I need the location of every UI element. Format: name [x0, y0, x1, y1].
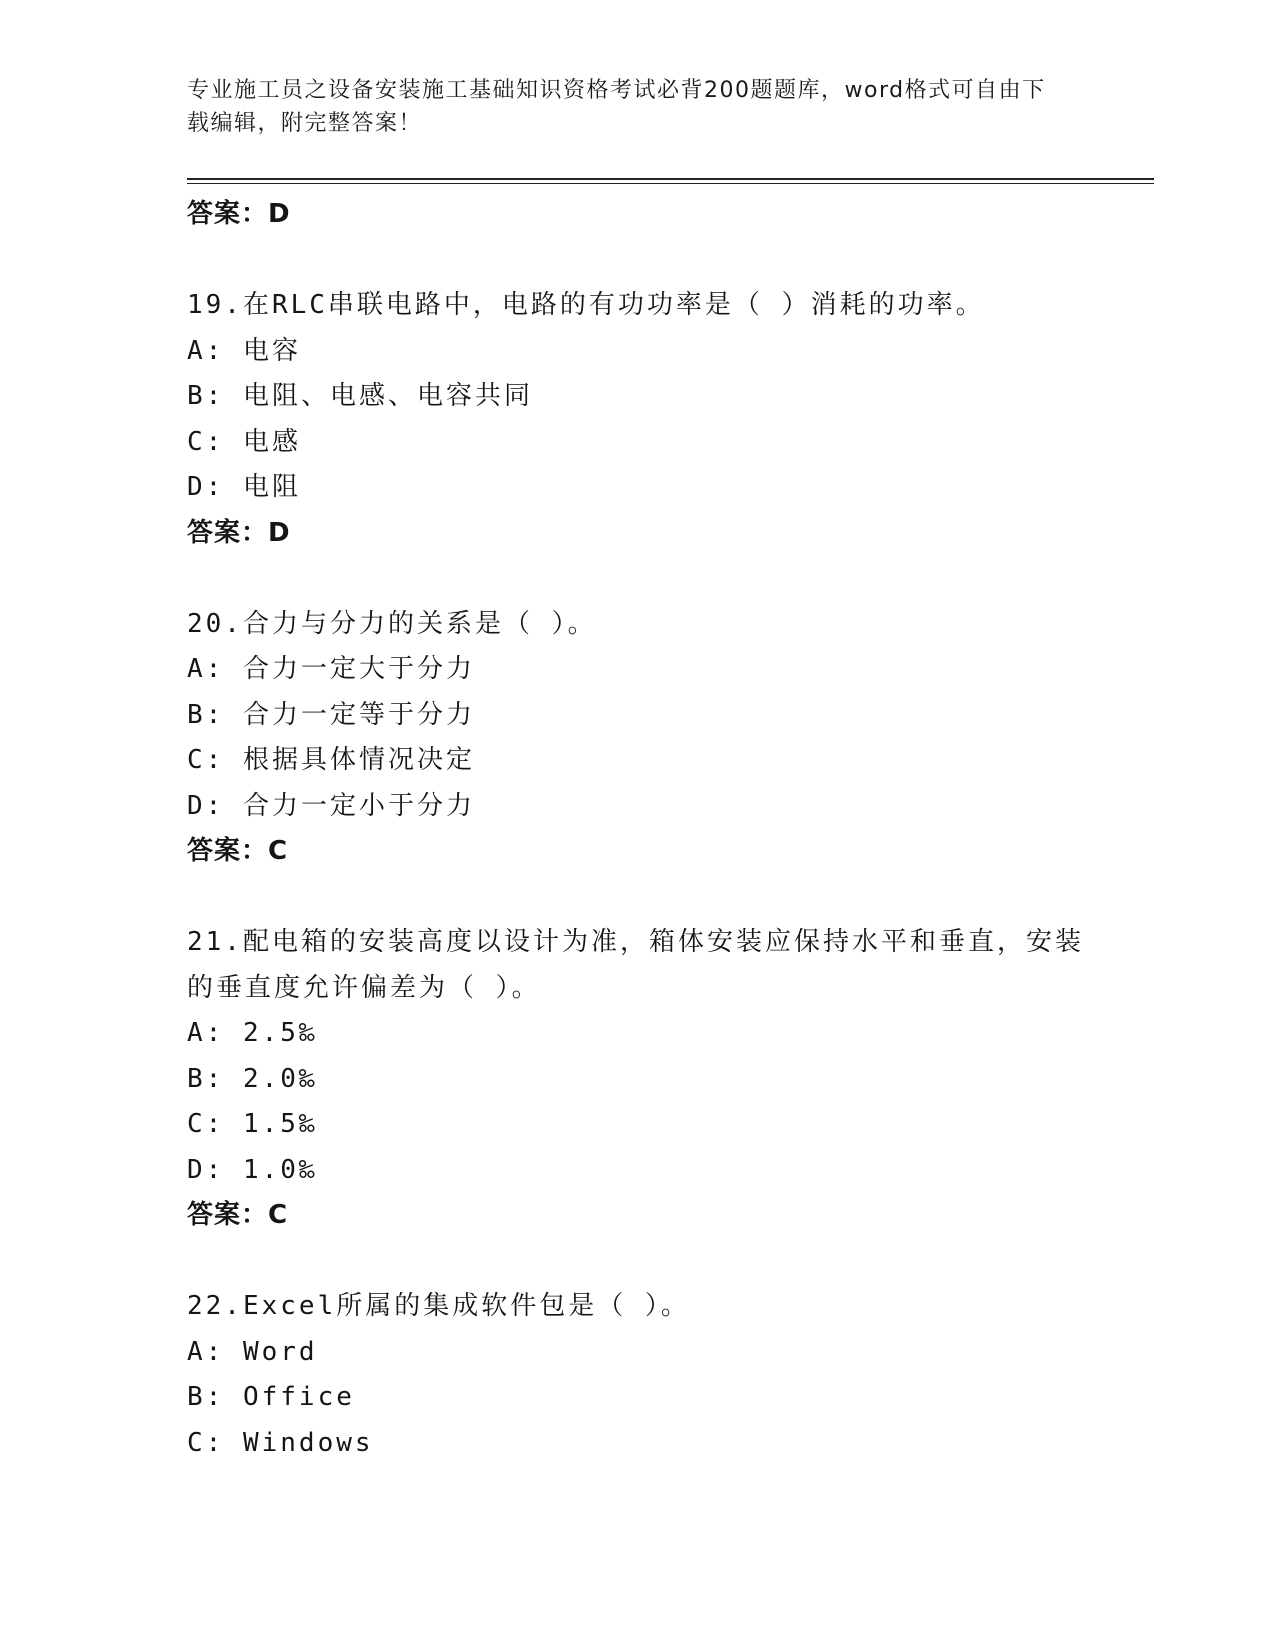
option-c: C: 根据具体情况决定 [187, 745, 475, 775]
option-b: B: 2.0‰ [187, 1063, 318, 1094]
header-rule-thin [187, 183, 1154, 184]
question-stem: 22.Excel所属的集成软件包是（ ）。 [187, 1291, 690, 1321]
option-c: C: 1.5‰ [187, 1109, 318, 1139]
question-block [187, 1284, 1087, 1466]
question-stem: 21.配电箱的安装高度以设计为准，箱体安装应保持水平和垂直，安装 [187, 927, 1084, 957]
question-stem-continued: 的垂直度允许偏差为（ ）。 [187, 972, 541, 1003]
option-d: D: 合力一定小于分力 [187, 790, 475, 821]
option-a: A: 2.5‰ [187, 1018, 318, 1048]
page-header: 专业施工员之设备安装施工基础知识资格考试必背200题题库，word格式可自由下载编辑，附完整答案！ [187, 78, 1046, 136]
question-block [187, 920, 1087, 1239]
question-stem: 20.合力与分力的关系是（ ）。 [187, 608, 597, 639]
option-a: A: 合力一定大于分力 [187, 654, 475, 684]
answer-line: 答案：D [187, 199, 291, 229]
option-a: A: Word [187, 1336, 318, 1367]
option-b: B: 合力一定等于分力 [187, 699, 475, 730]
spacer [187, 875, 1087, 921]
answer-line: 答案：D [187, 517, 291, 548]
spacer [187, 238, 1087, 284]
option-c: C: 电感 [187, 426, 301, 457]
option-a: A: 电容 [187, 335, 301, 366]
option-d: D: 1.0‰ [187, 1154, 318, 1185]
spacer [187, 1239, 1087, 1285]
spacer [187, 556, 1087, 602]
question-list [187, 192, 1087, 1466]
option-c: C: Windows [187, 1427, 374, 1458]
answer-line: 答案：C [187, 1200, 289, 1230]
question-block [187, 283, 1087, 556]
option-b: B: Office [187, 1382, 355, 1412]
answer-line: 答案：C [187, 836, 289, 866]
header-rule-thick [187, 178, 1154, 180]
question-block [187, 602, 1087, 875]
option-b: B: 电阻、电感、电容共同 [187, 381, 533, 411]
question-stem: 19.在RLC串联电路中，电路的有功功率是（ ）消耗的功率。 [187, 290, 985, 320]
option-d: D: 电阻 [187, 472, 301, 502]
